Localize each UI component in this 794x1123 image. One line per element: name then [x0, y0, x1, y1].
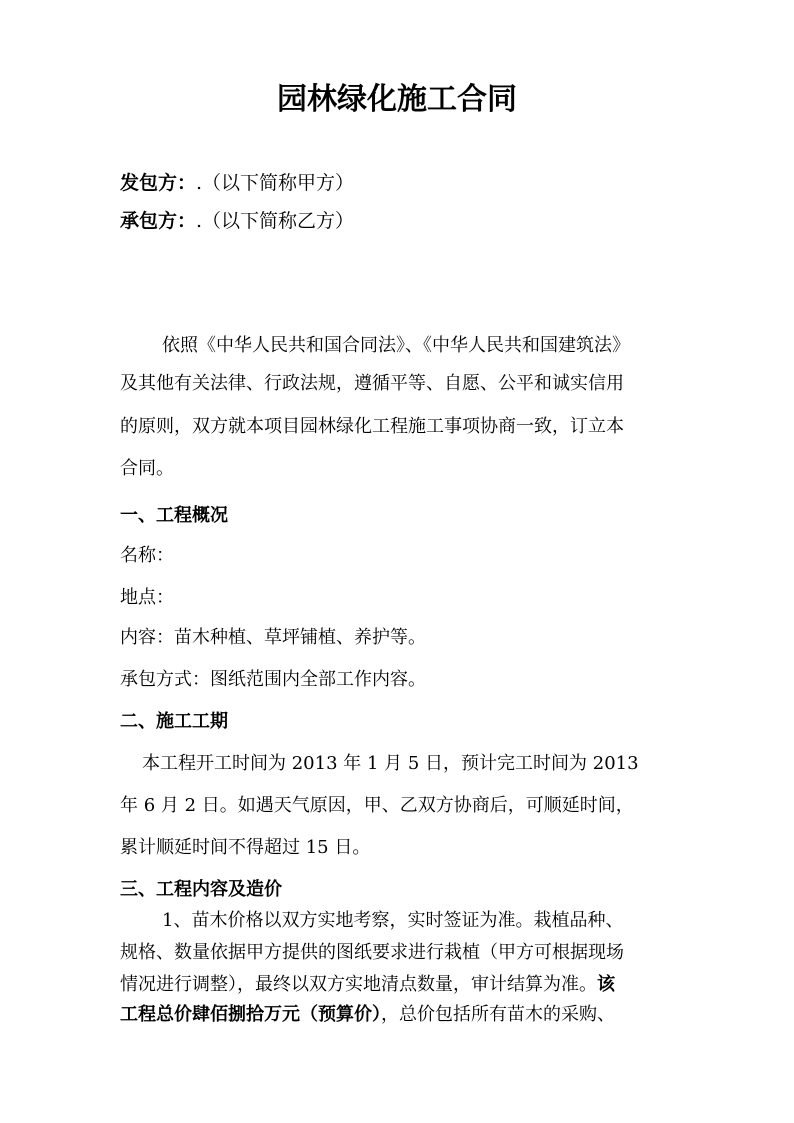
schedule-line-3: 累计顺延时间不得超过 15 日。 — [120, 837, 371, 858]
party-b-line — [120, 206, 680, 236]
document-title: 园林绿化施工合同 — [277, 82, 517, 117]
intro-line-2: 及其他有关法律、行政法规，遵循平等、自愿、公平和诚实信用 — [120, 373, 624, 394]
intro-line-1: 依照《中华人民共和国合同法》、《中华人民共和国建筑法》 — [162, 335, 630, 356]
party-b-text: .（以下简称乙方） — [196, 210, 355, 232]
schedule-line-2: 年 6 月 2 日。如遇天气原因，甲、乙双方协商后，可顺延时间， — [120, 795, 634, 816]
party-a-line — [120, 168, 680, 198]
price-line-4 — [120, 1000, 680, 1030]
price-line-4-rest: ，总价包括所有苗木的采购、 — [381, 1004, 615, 1025]
price-line-3-bold: 该 — [597, 974, 615, 995]
price-line-1: 1、苗木价格以双方实地考察，实时签证为准。栽植品种、 — [162, 910, 624, 931]
party-b-label: 承包方： — [120, 210, 197, 232]
price-line-3 — [120, 970, 680, 1000]
intro-line-3: 的原则，双方就本项目园林绿化工程施工事项协商一致，订立本 — [120, 416, 624, 437]
section2-heading: 二、施工工期 — [120, 711, 228, 732]
intro-line-4: 合同。 — [120, 458, 174, 479]
party-a-label: 发包方： — [120, 172, 197, 194]
section1-heading: 一、工程概况 — [120, 505, 228, 526]
project-location-field: 地点： — [120, 587, 174, 608]
project-content-field: 内容：苗木种植、草坪铺植、养护等。 — [120, 627, 426, 648]
project-name-field: 名称： — [120, 545, 174, 566]
section3-heading: 三、工程内容及造价 — [120, 879, 282, 900]
schedule-line-1: 本工程开工时间为 2013 年 1 月 5 日，预计完工时间为 2013 — [142, 753, 639, 774]
price-line-3-text: 情况进行调整），最终以双方实地清点数量，审计结算为准。 — [120, 974, 597, 995]
contract-method-field: 承包方式：图纸范围内全部工作内容。 — [120, 669, 426, 690]
party-a-text: .（以下简称甲方） — [196, 172, 355, 194]
total-price-bold: 工程总价肆佰捌拾万元（预算价） — [120, 1004, 381, 1025]
price-line-2: 规格、数量依据甲方提供的图纸要求进行栽植（甲方可根据现场 — [120, 942, 624, 963]
